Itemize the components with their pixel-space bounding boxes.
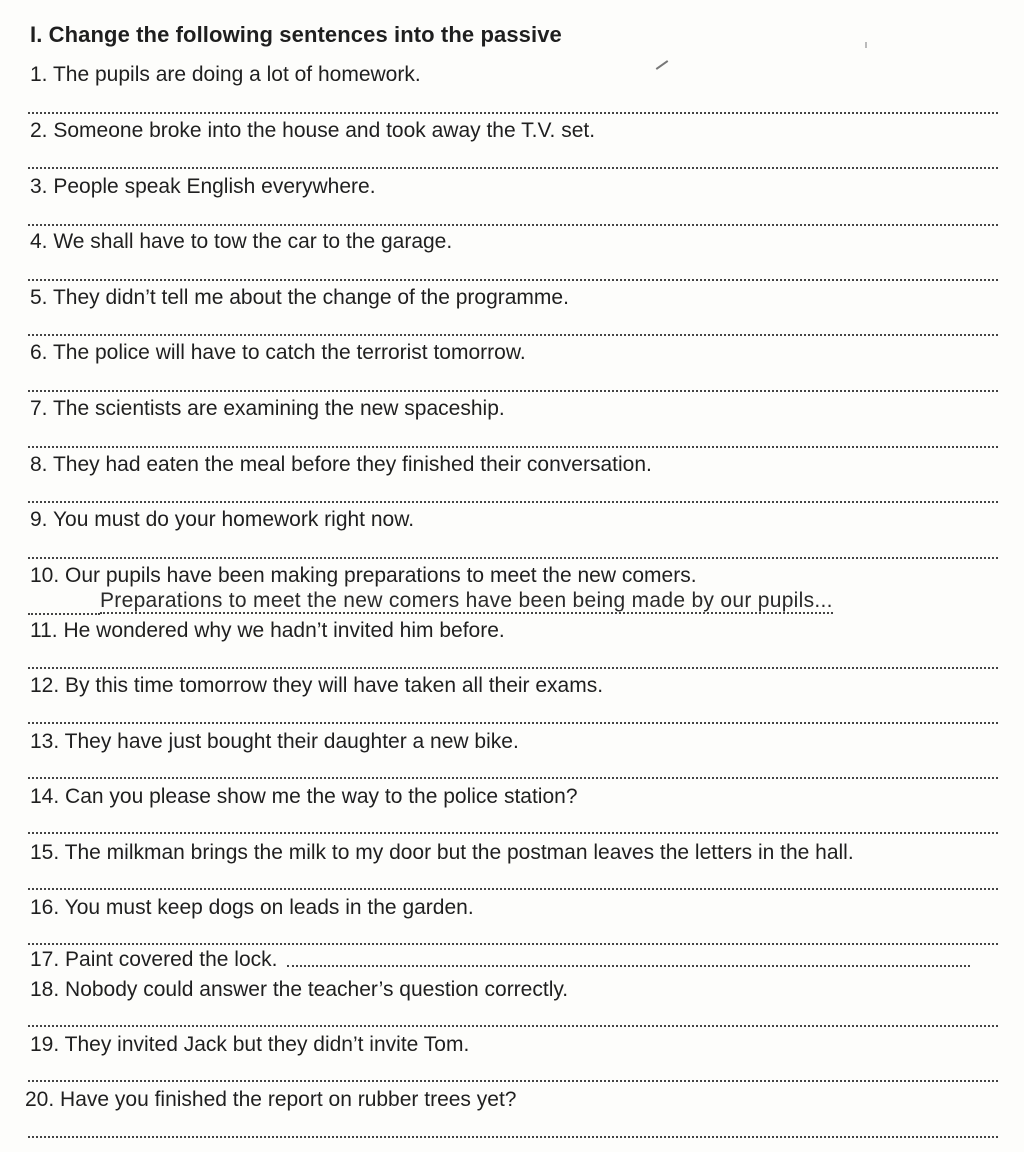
answer-line-13[interactable] bbox=[28, 777, 998, 779]
answer-line-14[interactable] bbox=[28, 832, 998, 834]
pen-mark bbox=[656, 60, 669, 70]
question-19: 19. They invited Jack but they didn’t invite Tom. bbox=[30, 1033, 470, 1056]
answer-line-15[interactable] bbox=[28, 888, 998, 890]
question-3: 3. People speak English everywhere. bbox=[30, 175, 376, 198]
question-1: 1. The pupils are doing a lot of homework. bbox=[30, 63, 421, 86]
question-13: 13. They have just bought their daughter a new bike. bbox=[30, 730, 519, 753]
question-9: 9. You must do your homework right now. bbox=[30, 508, 415, 531]
answer-line-5[interactable] bbox=[28, 334, 998, 336]
answer-line-19[interactable] bbox=[28, 1080, 998, 1082]
question-6: 6. The police will have to catch the terrorist tomorrow. bbox=[30, 341, 526, 364]
question-17 bbox=[30, 947, 970, 973]
answer-line-6[interactable] bbox=[28, 390, 998, 392]
question-4: 4. We shall have to tow the car to the garage. bbox=[30, 230, 453, 253]
question-18: 18. Nobody could answer the teacher’s question correctly. bbox=[30, 978, 569, 1001]
question-11: 11. He wondered why we hadn’t invited him before. bbox=[30, 619, 505, 642]
paper-speck bbox=[865, 42, 867, 48]
question-15: 15. The milkman brings the milk to my door but the postman leaves the letters in the hall. bbox=[30, 841, 854, 864]
answer-line-7[interactable] bbox=[28, 446, 998, 448]
question-5: 5. They didn’t tell me about the change of the programme. bbox=[30, 286, 569, 309]
question-17-text: 17. Paint covered the lock. bbox=[30, 948, 278, 971]
question-14: 14. Can you please show me the way to the police station? bbox=[30, 785, 578, 808]
question-16: 16. You must keep dogs on leads in the garden. bbox=[30, 896, 474, 919]
answer-line-16[interactable] bbox=[28, 943, 998, 945]
answer-line-12[interactable] bbox=[28, 722, 998, 724]
question-20: 20. Have you finished the report on rubber trees yet? bbox=[25, 1088, 517, 1111]
answer-line-3[interactable] bbox=[28, 224, 998, 226]
question-7: 7. The scientists are examining the new spaceship. bbox=[30, 397, 505, 420]
answer-lead-dots bbox=[28, 594, 100, 615]
answer-line-4[interactable] bbox=[28, 279, 998, 281]
answer-line-1[interactable] bbox=[28, 112, 998, 114]
answer-line-17[interactable] bbox=[287, 965, 970, 967]
answer-line-20[interactable] bbox=[28, 1136, 998, 1138]
answer-10-text: Preparations to meet the new comers have been being made by our pupils... bbox=[100, 589, 833, 612]
answer-line-9[interactable] bbox=[28, 557, 998, 559]
question-10: 10. Our pupils have been making preparations to meet the new comers. bbox=[30, 564, 697, 587]
exercise-heading: I. Change the following sentences into the passive bbox=[30, 22, 562, 47]
question-8: 8. They had eaten the meal before they finished their conversation. bbox=[30, 453, 652, 476]
answer-line-10[interactable] bbox=[28, 588, 1004, 614]
question-2: 2. Someone broke into the house and took away the T.V. set. bbox=[30, 119, 596, 142]
question-12: 12. By this time tomorrow they will have taken all their exams. bbox=[30, 674, 604, 697]
answer-line-18[interactable] bbox=[28, 1025, 998, 1027]
answer-line-2[interactable] bbox=[28, 167, 998, 169]
answer-line-11[interactable] bbox=[28, 667, 998, 669]
answer-line-8[interactable] bbox=[28, 501, 998, 503]
